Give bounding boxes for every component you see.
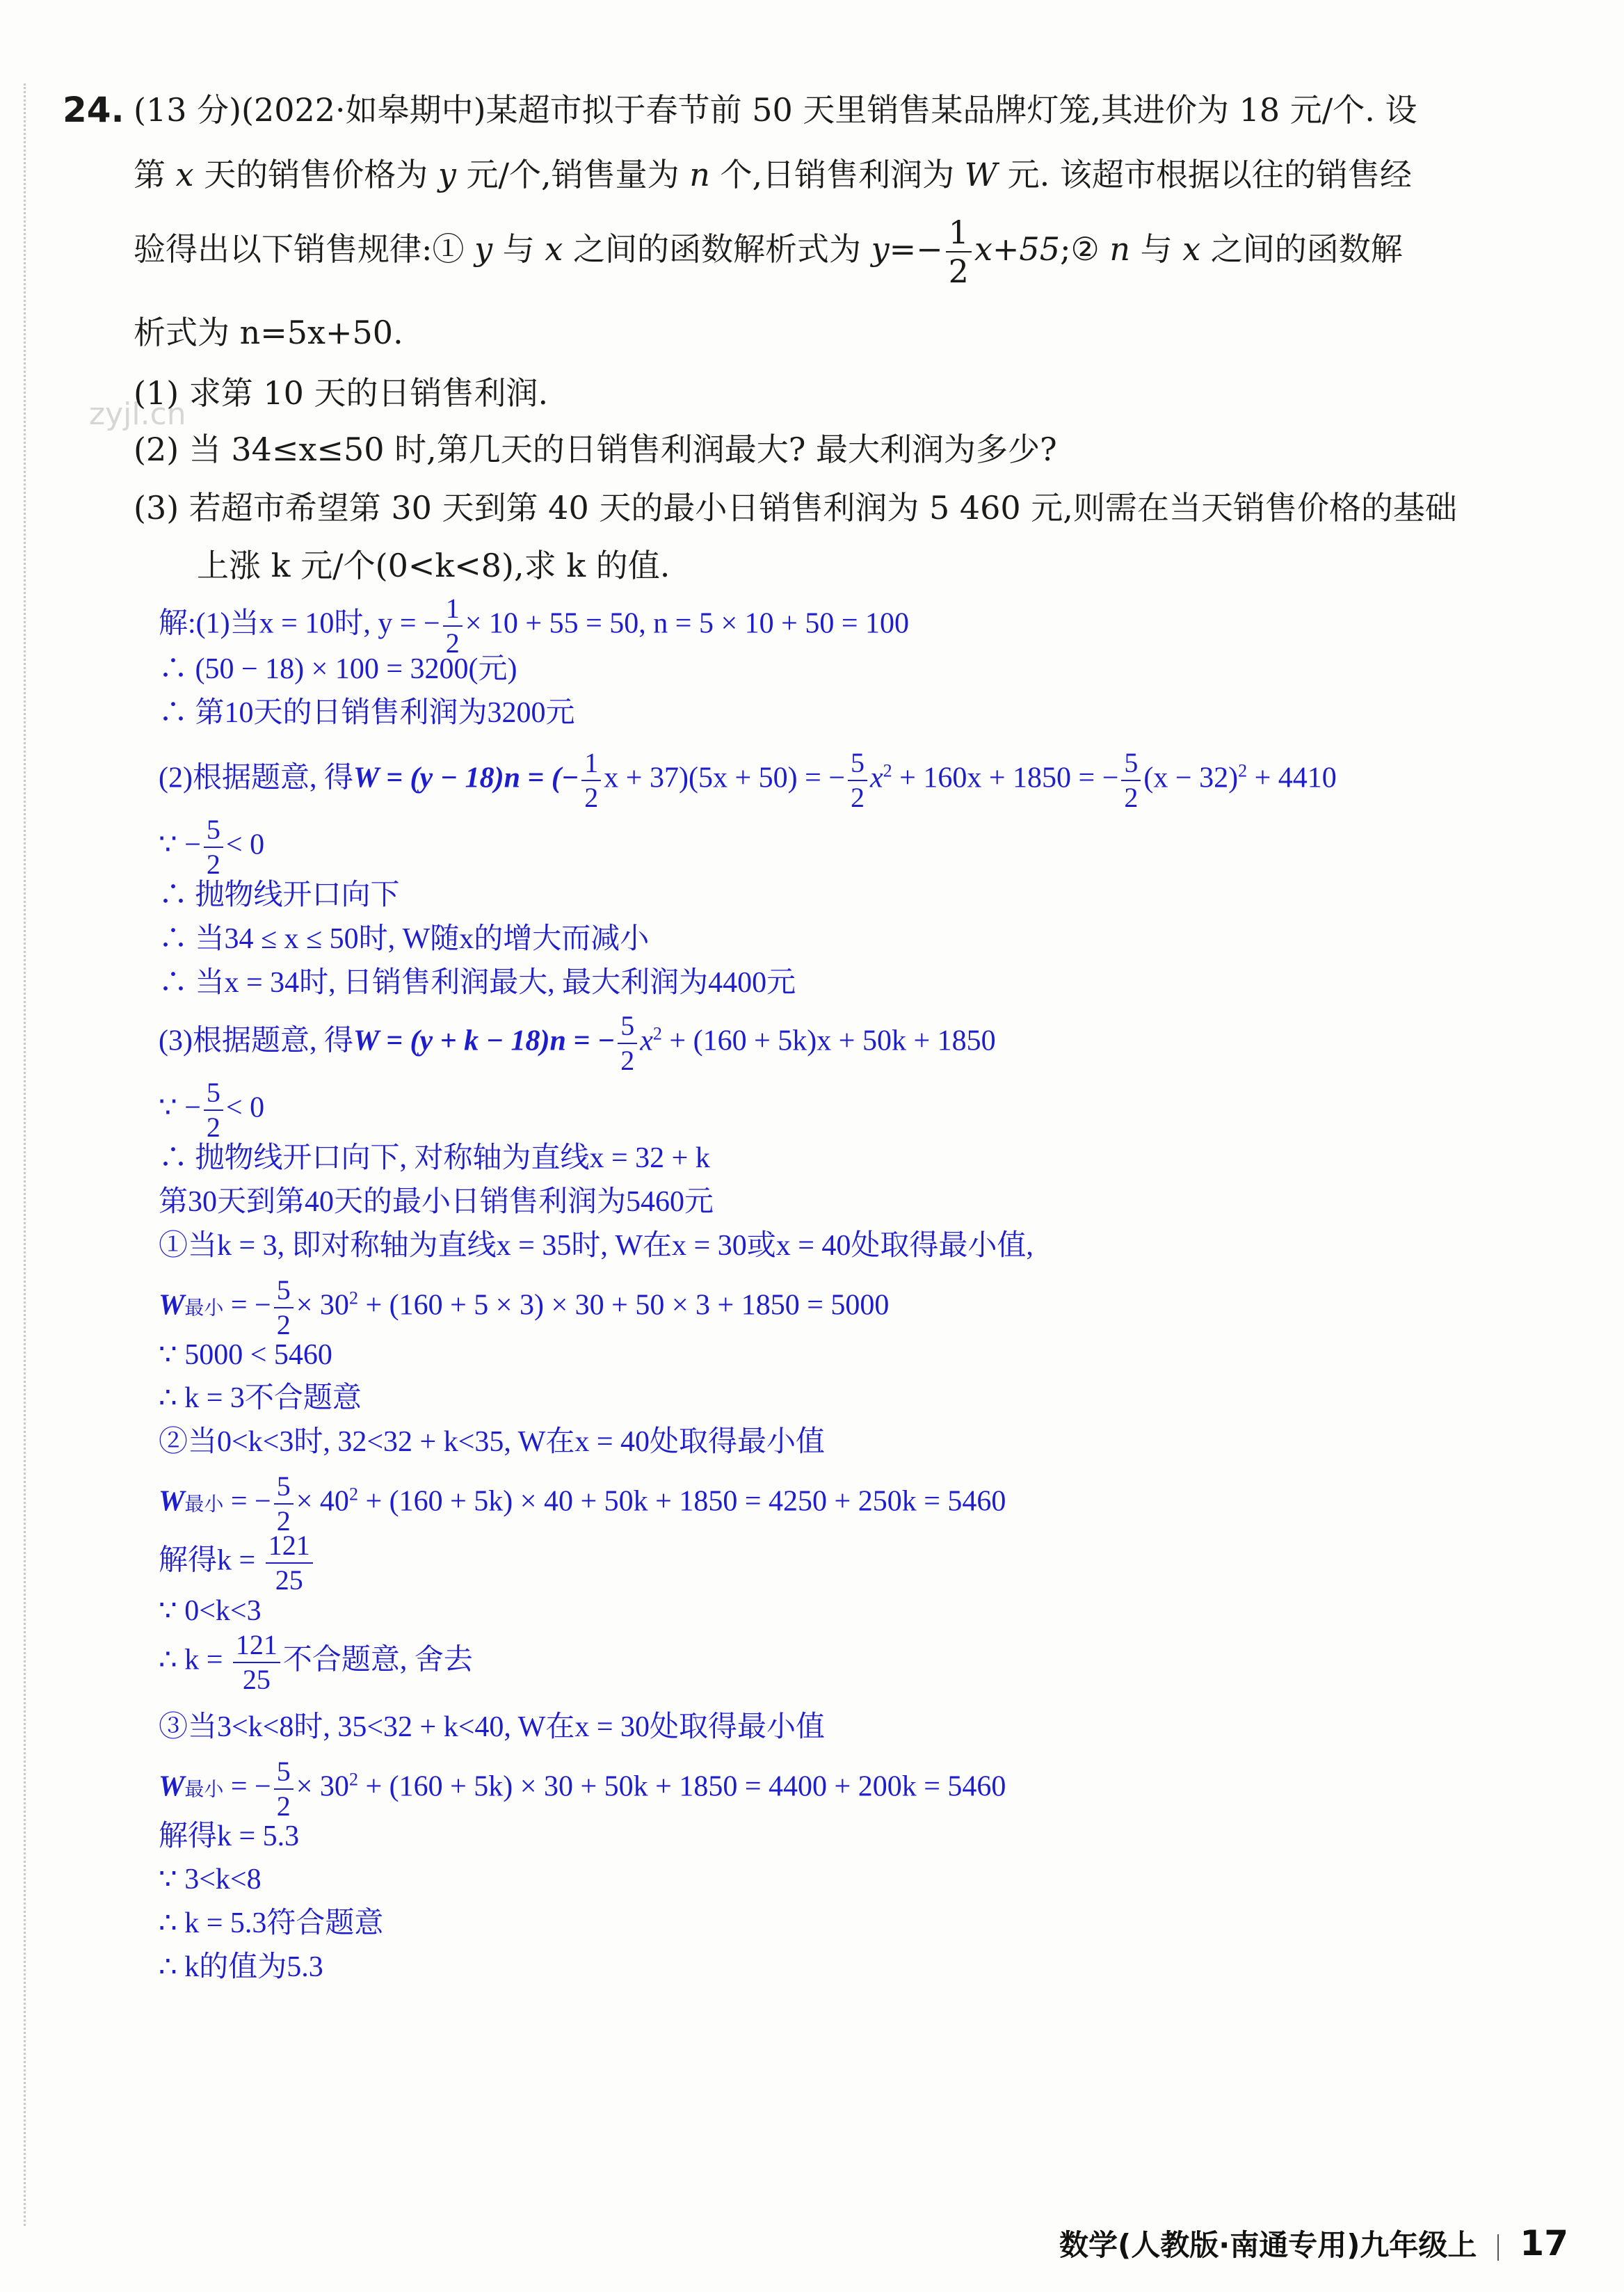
solution-line-8: ∴ 当x = 34时, 日销售利润最大, 最大利润为4400元: [159, 967, 796, 999]
solution-line-6: ∴ 抛物线开口向下: [159, 879, 400, 911]
problem-line-2: 第 x 天的销售价格为 y 元/个,销售量为 n 个,日销售利润为 W 元. 该超市根据以往的销售经: [134, 156, 1412, 193]
solution-line-5: ∵ − $\frac{5}{2}$ < 0: [159, 814, 265, 880]
solution-line-1: 解:(1)当x = 10时, y = − $\frac{1}{2}$ × 10 + 55 = 50, n = 5 × 10 + 50 = 100: [159, 593, 910, 659]
solution-line-9: (3)根据题意, 得W = (y + k − 18)n = − $\frac{5}{2}$ $x^2 + (160 + 5k)x + 50k + 1850$: [159, 1010, 996, 1076]
watermark: zyjl.cn: [89, 396, 186, 432]
footer-divider: [1497, 2234, 1499, 2261]
question-3-line-2: 上涨 k 元/个(0<k<8),求 k 的值.: [197, 547, 670, 584]
solution-line-20: ∵ 0<k<3: [159, 1595, 262, 1627]
solution-line-17: ②当0<k<3时, 32<32 + k<35, W在x = 40处取得最小值: [159, 1426, 826, 1458]
page-footer: [1059, 2222, 1568, 2264]
solution-line-16: ∴ k = 3不合题意: [159, 1382, 362, 1414]
solution-line-21: ∴ k = $\frac{121}{25}$ 不合题意, 舍去: [159, 1629, 473, 1695]
solution-line-12: 第30天到第40天的最小日销售利润为5460元: [159, 1186, 714, 1218]
question-2: (2) 当 34≤x≤50 时,第几天的日销售利润最大? 最大利润为多少?: [134, 431, 1057, 468]
solution-line-23: W最小 = − $\frac{5}{2}$ × $30^2 + (160 + 5k) \times 30 + 50k + 1850 = 4400 + 200k = 5460$: [159, 1756, 1006, 1822]
fraction-half: $\frac{1}{2}$: [946, 216, 972, 287]
solution-line-15: ∵ 5000 < 5460: [159, 1339, 332, 1371]
solution-line-26: ∴ k = 5.3符合题意: [159, 1907, 384, 1939]
solution-line-25: ∵ 3<k<8: [159, 1864, 262, 1896]
solution-line-4: (2)根据题意, 得W = (y − 18)n = (− $\frac{1}{2}$ x + 37)(5x + 50) = − $\frac{5}{2}$ $x^2 + 160x + 1850$ = − $\frac{5}{2}$ $(x - 32)^2 + 4410$: [159, 747, 1337, 813]
solution-line-18: W最小 = − $\frac{5}{2}$ × $40^2 + (160 + 5k) \times 40 + 50k + 1850 = 4250 + 250k = 5460$: [159, 1470, 1006, 1537]
solution-line-27: ∴ k的值为5.3: [159, 1951, 323, 1983]
problem-number: 24.: [63, 90, 124, 130]
problem-line-4: 析式为 n=5x+50.: [134, 314, 403, 351]
solution-line-14: W最小 = − $\frac{5}{2}$ × $30^2 + (160 + 5 \times 3) \times 30 + 50 \times 3 + 1850 = 5000$: [159, 1274, 890, 1340]
solution-line-22: ③当3<k<8时, 35<32 + k<40, W在x = 30处取得最小值: [159, 1711, 826, 1743]
page-number: 17: [1520, 2223, 1568, 2263]
question-1: (1) 求第 10 天的日销售利润.: [134, 374, 549, 412]
solution-line-10: ∵ − $\frac{5}{2}$ < 0: [159, 1077, 265, 1143]
solution-line-3: ∴ 第10天的日销售利润为3200元: [159, 697, 575, 729]
solution-line-13: ①当k = 3, 即对称轴为直线x = 35时, W在x = 30或x = 40处取得最小值,: [159, 1230, 1034, 1262]
problem-line-1: (13 分)(2022·如皋期中)某超市拟于春节前 50 天里销售某品牌灯笼,其进价为 18 元/个. 设: [134, 91, 1417, 129]
solution-line-19: 解得k = $\frac{121}{25}$: [159, 1532, 316, 1594]
book-title: 数学(人教版·南通专用)九年级上: [1059, 2228, 1477, 2262]
solution-line-24: 解得k = 5.3: [159, 1820, 300, 1852]
solution-line-2: ∴ (50 − 18) × 100 = 3200(元): [159, 653, 517, 685]
question-3-line-1: (3) 若超市希望第 30 天到第 40 天的最小日销售利润为 5 460 元,则需在当天销售价格的基础: [134, 489, 1457, 527]
problem-line-3: 验得出以下销售规律:① y 与 x 之间的函数解析式为 y=− $\frac{1}{2}$ x+55;② n 与 x 之间的函数解: [134, 214, 1403, 290]
margin-rule: [24, 83, 26, 2226]
solution-line-7: ∴ 当34 ≤ x ≤ 50时, W随x的增大而减小: [159, 923, 650, 955]
solution-line-11: ∴ 抛物线开口向下, 对称轴为直线x = 32 + k: [159, 1142, 710, 1174]
